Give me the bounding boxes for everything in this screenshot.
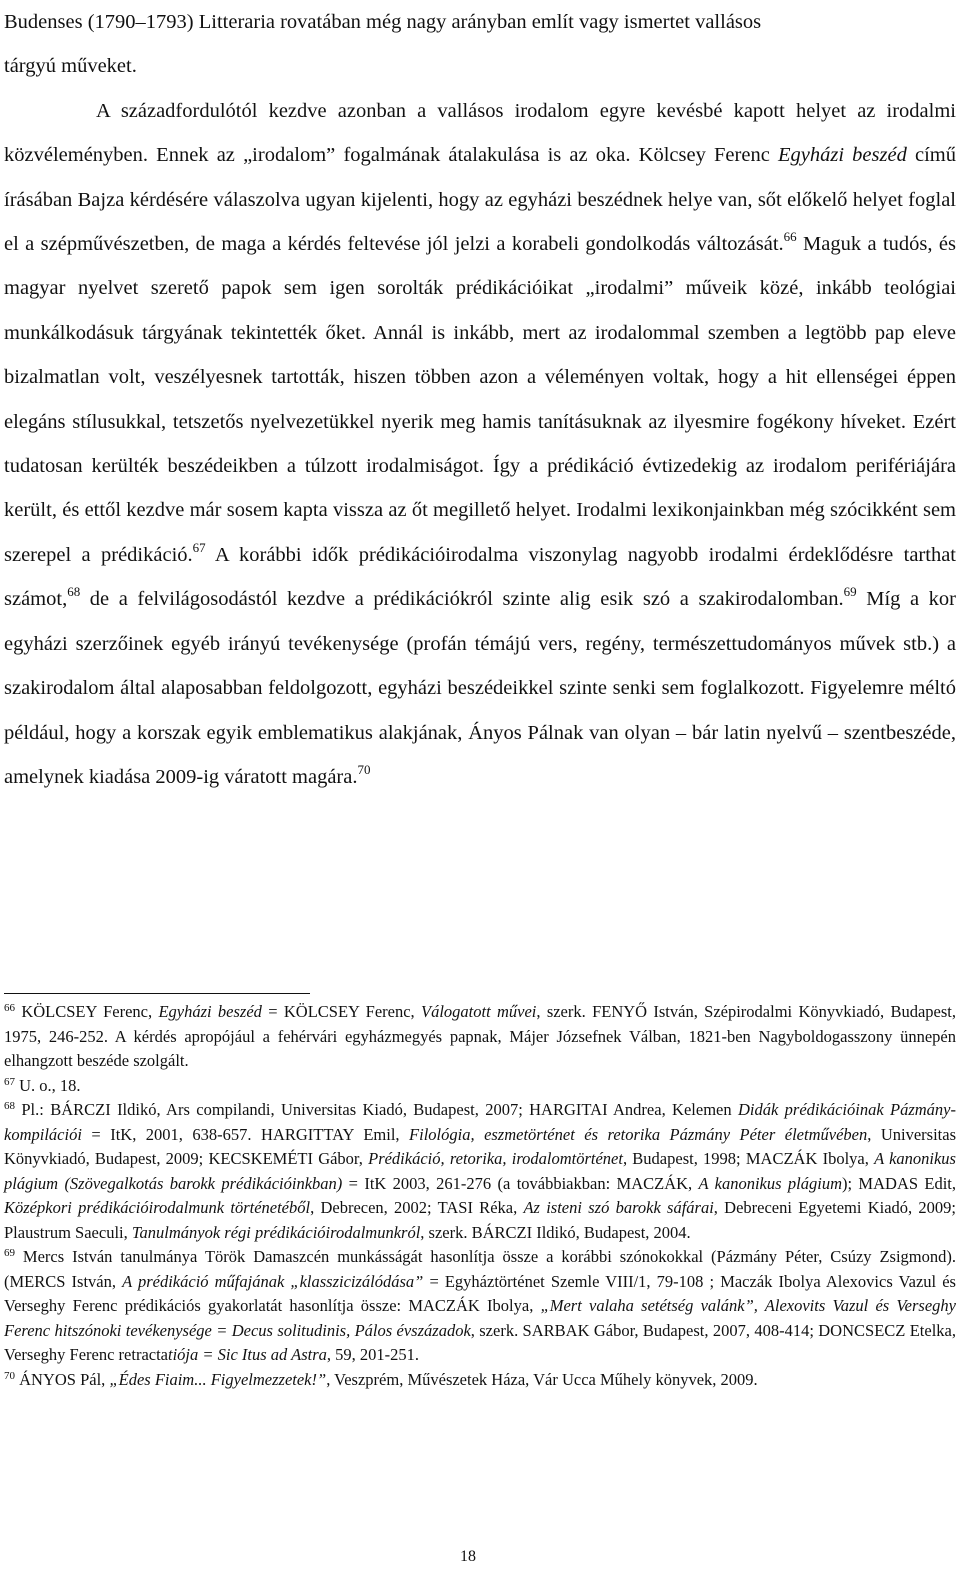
footnote-ref-68[interactable]: 68 bbox=[67, 584, 81, 600]
page-number: 18 bbox=[460, 1548, 476, 1565]
footnote-number: 67 bbox=[4, 1075, 15, 1088]
footnotes bbox=[4, 1000, 956, 1392]
footnote-text: = ItK 2003, 261-276 (a továbbiakban: MACZÁK, bbox=[342, 1173, 699, 1193]
footnote-text: = ItK, 2001, 638-657. HARGITTAY Emil, bbox=[81, 1124, 410, 1144]
footnote-italic: Válogatott művei bbox=[420, 1002, 537, 1021]
text-run: Maguk a tudós, és magyar nyelvet szerető papok sem igen sorolták prédikációikat „irodalmi” műveik közé, inkább teológiai munkálkodásuk tárgyának tekintették őket. Annál is inkább, mert az irodalommal szemben a legtöbb pap eleve bizalmatlan volt, veszélyesnek tartották, hiszen többen azon a véleményen voltak, hogy a hit ellenségei éppen elegáns stílusukkal, tetszetős nyelvezetükkel nyerik meg hamis tanításuknak az ilyesmire fogékony híveket. Ezért tudatosan kerülték beszédeikben a túlzott irodalmiságot. Így a prédikáció évtizedekig az irodalom perifériájára került, és ettől kezdve már sosem kapta vissza az őt megillető helyet. Irodalmi lexikonjainkban még szócikként sem szerepel a prédikáció. bbox=[4, 233, 956, 566]
footnote-text: , szerk. SARBAK Gábor, Budapest, 2007, 408-414; DONCSECZ Etelka, Verseghy Ferenc retracta bbox=[4, 1320, 956, 1364]
footnote-text: , 59, 201-251. bbox=[326, 1345, 420, 1364]
footnote-text: , Debrecen, 2002; TASI Réka, bbox=[310, 1198, 524, 1217]
footnote-text: , Veszprém, Művészetek Háza, Vár Ucca Műhely könyvek, 2009. bbox=[326, 1369, 758, 1389]
footnote-italic: Egyházi beszéd bbox=[158, 1002, 262, 1021]
footnote-italic: A kanonikus plágium bbox=[698, 1173, 842, 1193]
footnote-italic: „Édes Fiaim... Figyelmezzetek!” bbox=[109, 1369, 327, 1389]
text-run: A századfordulótól kezdve azonban a vallásos irodalom egyre kevésbé kapott helyet az irodalmi közvéleményben. Ennek az „irodalom” fogalmának átalakulása is az oka. Kölcsey Ferenc bbox=[4, 99, 956, 167]
footnote-number: 69 bbox=[4, 1247, 15, 1259]
footnote-italic: Az isteni szó barokk sáfárai bbox=[523, 1198, 714, 1217]
footnote-text: , szerk. BÁRCZI Ildikó, Budapest, 2004. bbox=[420, 1222, 691, 1242]
paragraph-1-line-1: Budenses (1790–1793) Litteraria rovatában még nagy arányban említ vagy ismertet vallásos bbox=[4, 11, 762, 33]
footnote-text: KÖLCSEY Ferenc, bbox=[15, 1002, 159, 1021]
footnote-text: ÁNYOS Pál, bbox=[15, 1369, 110, 1389]
footnote-italic: Tanulmányok régi prédikációirodalmunkról bbox=[131, 1222, 421, 1242]
footnote-italic: Filológia, eszmetörténet és retorika Pázmány Péter életművében bbox=[409, 1124, 868, 1144]
text-run: A korábbi idők prédikációirodalma viszonylag nagyobb irodalmi érdeklődésre tarthat számot, bbox=[4, 543, 956, 611]
footnote-text: U. o., 18. bbox=[15, 1075, 81, 1095]
footnote-text: Pl.: BÁRCZI Ildikó, Ars compilandi, Universitas Kiadó, Budapest, 2007; HARGITAI Andrea, Kelemen bbox=[15, 1100, 738, 1119]
footnote-text: , Budapest, 1998; MACZÁK Ibolya, bbox=[622, 1149, 875, 1168]
footnote-ref-69[interactable]: 69 bbox=[843, 584, 857, 600]
footnote-text: , Debreceni Egyetemi Kiadó, 2009; Plaustrum Saeculi, bbox=[4, 1198, 956, 1242]
text-run: című írásában Bajza kérdésére válaszolva ugyan kijelenti, hogy az egyházi beszédnek helye van, sőt előkelő helyet foglal el a szépművészetben, de maga a kérdés feltevése jól jelzi a korabeli gondolkodás változását. bbox=[4, 144, 956, 256]
footnote-text: ); MADAS Edit, bbox=[842, 1173, 957, 1193]
footnote-italic: „Mert valaha setétség valánk”, Alexovits Vazul és Verseghy Ferenc hitszónoki tevékenysége = Decus solitudinis, Pálos évszázadok bbox=[4, 1296, 956, 1340]
footnote-70 bbox=[4, 1368, 956, 1393]
footnote-text: Mercs István tanulmánya Török Damaszcén munkásságát hasonlítja össze a korábbi szónokokkal (Pázmány Péter, Csúzy Zsigmond). (MERCS István, bbox=[4, 1247, 956, 1291]
footnote-italic: tiója = Sic Itus ad Astra bbox=[168, 1345, 327, 1364]
footnote-italic: Didák prédikációinak Pázmány-kompilációi bbox=[4, 1100, 956, 1144]
footnote-ref-67[interactable]: 67 bbox=[192, 539, 206, 555]
italic-title: Egyházi beszéd bbox=[777, 144, 907, 167]
footnote-italic: A kanonikus plágium (Szövegalkotás barokk prédikációinkban) bbox=[4, 1149, 956, 1193]
paragraph-2 bbox=[4, 89, 956, 800]
footnote-separator bbox=[4, 993, 310, 994]
footnote-italic: Középkori prédikációirodalmunk történetéből bbox=[4, 1198, 311, 1217]
text-run: de a felvilágosodástól kezdve a prédikációkról szinte alig esik szó a szakirodalomban. bbox=[80, 588, 844, 611]
footnote-italic: A prédikáció műfajának „klasszicizálódása” bbox=[122, 1271, 424, 1291]
footnote-ref-66[interactable]: 66 bbox=[783, 229, 797, 245]
footnote-69 bbox=[4, 1245, 956, 1368]
paragraph-1-line-2: tárgyú műveket. bbox=[4, 55, 137, 78]
footnote-66 bbox=[4, 1000, 956, 1074]
footnote-67 bbox=[4, 1074, 956, 1099]
footnote-68 bbox=[4, 1098, 956, 1245]
main-text bbox=[4, 0, 956, 799]
footnote-text: = Egyháztörténet Szemle VIII/1, 79-108 ; Maczák Ibolya Alexovics Vazul és Verseghy Ferenc prédikációs gyakorlatát hasonlítja össze: MACZÁK Ibolya, bbox=[4, 1271, 956, 1315]
footnote-text: , Universitas Könyvkiadó, Budapest, 2009; KECSKEMÉTI Gábor, bbox=[4, 1124, 957, 1168]
footnote-number: 66 bbox=[4, 1002, 15, 1014]
footnote-number: 70 bbox=[4, 1369, 15, 1382]
footnote-italic: Prédikáció, retorika, irodalomtörténet bbox=[368, 1149, 623, 1168]
text-run: Míg a kor egyházi szerzőinek egyéb irányú tevékenysége (profán témájú vers, regény, természettudományos művek stb.) a szakirodalom által alaposabban feldolgozott, egyházi beszédeikkel szinte senki sem foglalkozott. Figyelemre méltó például, hogy a korszak egyik emblematikus alakjának, Ányos Pálnak van olyan – bár latin nyelvű – szentbeszéde, amelynek kiadása 2009-ig váratott magára. bbox=[4, 588, 956, 788]
footnote-text: , szerk. FENYŐ István, Szépirodalmi Könyvkiadó, Budapest, 1975, 246-252. A kérdés apropójául a fehérvári egyházmegyés papnak, Májer Józsefnek Válban, 1821-ben Nagyboldogasszony ünnepén elhangzott beszéde szolgált. bbox=[4, 1002, 956, 1070]
footnote-text: = KÖLCSEY Ferenc, bbox=[261, 1002, 421, 1021]
footnote-ref-70[interactable]: 70 bbox=[357, 761, 371, 777]
footnote-number: 68 bbox=[4, 1100, 15, 1112]
paragraph-1 bbox=[4, 0, 956, 89]
